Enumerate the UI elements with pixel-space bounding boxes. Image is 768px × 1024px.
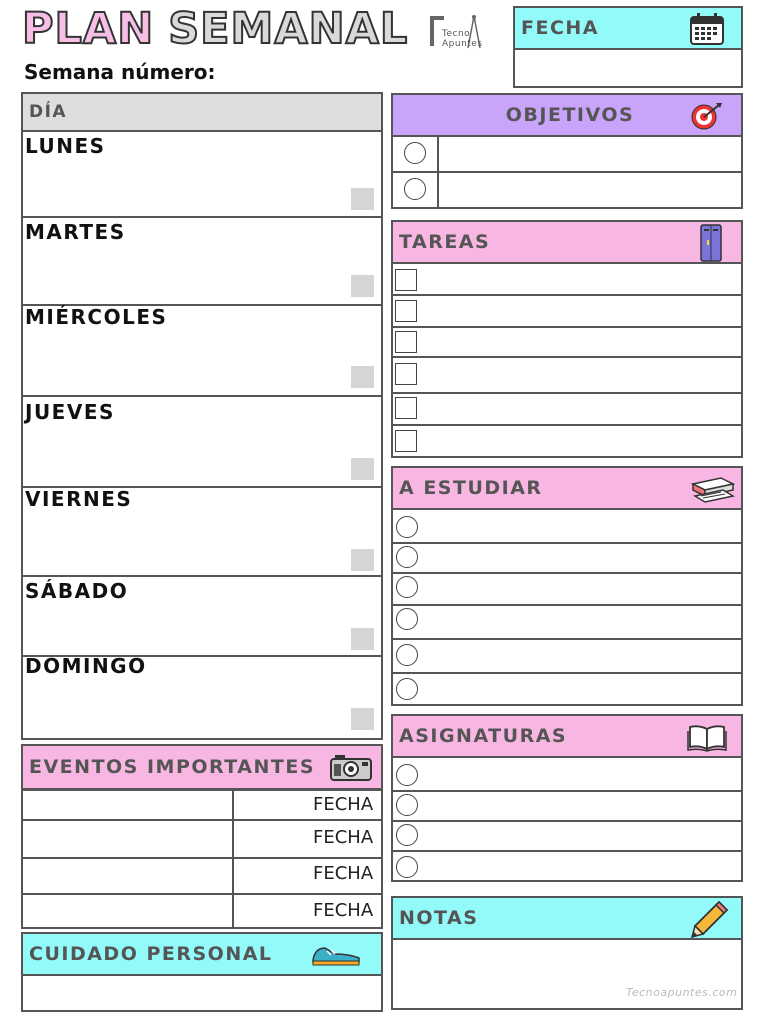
subjects-row-divider: [393, 850, 741, 852]
events-title: EVENTOS IMPORTANTES: [29, 756, 316, 778]
events-table: [21, 789, 383, 929]
study-row-divider: [393, 542, 741, 544]
tasks-header: [391, 220, 743, 264]
study-checkbox[interactable]: [396, 516, 418, 538]
study-checkbox[interactable]: [396, 678, 418, 700]
event-date-label: FECHA: [313, 827, 374, 848]
day-sunday-check[interactable]: [351, 708, 374, 730]
day-divider: [23, 575, 381, 577]
objectives-header: [391, 93, 743, 137]
subjects-list: [391, 756, 743, 882]
study-checkbox[interactable]: [396, 576, 418, 598]
day-monday: LUNES: [25, 134, 106, 158]
notes-title: NOTAS: [399, 907, 479, 929]
day-divider: [23, 395, 381, 397]
tasks-row-divider: [393, 392, 741, 394]
subject-checkbox[interactable]: [396, 764, 418, 786]
event-date-label: FECHA: [313, 794, 374, 815]
event-date-label: FECHA: [313, 900, 374, 921]
subject-checkbox[interactable]: [396, 824, 418, 846]
selfcare-title: CUIDADO PERSONAL: [29, 943, 273, 965]
week-number-label: Semana número:: [24, 60, 216, 84]
day-thursday: JUEVES: [25, 400, 115, 424]
events-header: [21, 744, 383, 790]
events-row-divider: [23, 893, 381, 895]
study-row-divider: [393, 572, 741, 574]
objectives-row-divider: [393, 171, 741, 173]
events-column-divider: [232, 791, 234, 927]
objective-checkbox[interactable]: [404, 178, 426, 200]
study-row-divider: [393, 672, 741, 674]
task-checkbox[interactable]: [395, 397, 417, 419]
title-plan: PLAN: [22, 4, 155, 54]
day-header-label: DÍA: [29, 102, 68, 122]
study-list: [391, 508, 743, 706]
logo: [428, 12, 508, 52]
camera-icon: [329, 752, 373, 782]
subject-checkbox[interactable]: [396, 794, 418, 816]
study-row-divider: [393, 638, 741, 640]
task-checkbox[interactable]: [395, 300, 417, 322]
day-friday: VIERNES: [25, 487, 133, 511]
subjects-header: [391, 714, 743, 758]
subjects-row-divider: [393, 820, 741, 822]
day-wednesday-check[interactable]: [351, 366, 374, 388]
logo-text: Tecno Apuntes: [442, 29, 483, 49]
tasks-row-divider: [393, 326, 741, 328]
subjects-title: ASIGNATURAS: [399, 725, 568, 747]
subjects-row-divider: [393, 790, 741, 792]
day-wednesday: MIÉRCOLES: [25, 305, 168, 329]
tasks-row-divider: [393, 294, 741, 296]
events-row-divider: [23, 857, 381, 859]
day-sunday: DOMINGO: [25, 654, 147, 678]
objectives-title: OBJETIVOS: [505, 104, 635, 126]
day-column-header: [21, 92, 383, 132]
date-label: FECHA: [521, 17, 600, 39]
day-saturday-check[interactable]: [351, 628, 374, 650]
days-panel: [21, 130, 383, 740]
title-semanal: SEMANAL: [168, 4, 409, 54]
event-date-label: FECHA: [313, 863, 374, 884]
study-header: [391, 466, 743, 510]
open-book-icon: [687, 724, 727, 752]
locker-icon: [699, 224, 723, 262]
notes-box[interactable]: [391, 938, 743, 1010]
date-input-box[interactable]: [513, 48, 743, 88]
events-row-divider: [23, 819, 381, 821]
study-row-divider: [393, 604, 741, 606]
study-checkbox[interactable]: [396, 546, 418, 568]
day-saturday: SÁBADO: [25, 579, 129, 603]
notes-header: [391, 896, 743, 940]
selfcare-box[interactable]: [21, 974, 383, 1012]
selfcare-header: [21, 932, 383, 976]
watermark: Tecnoapuntes.com: [626, 986, 738, 999]
day-thursday-check[interactable]: [351, 458, 374, 480]
day-monday-check[interactable]: [351, 188, 374, 210]
study-title: A ESTUDIAR: [399, 477, 543, 499]
sneaker-icon: [309, 940, 363, 968]
objectives-list: [391, 135, 743, 209]
target-icon: [689, 101, 723, 131]
calendar-icon: [689, 12, 725, 46]
books-icon: [691, 470, 735, 508]
day-divider: [23, 216, 381, 218]
tasks-row-divider: [393, 356, 741, 358]
study-checkbox[interactable]: [396, 644, 418, 666]
study-checkbox[interactable]: [396, 608, 418, 630]
tasks-row-divider: [393, 424, 741, 426]
date-header: [513, 6, 743, 50]
task-checkbox[interactable]: [395, 269, 417, 291]
objective-checkbox[interactable]: [404, 142, 426, 164]
task-checkbox[interactable]: [395, 331, 417, 353]
task-checkbox[interactable]: [395, 363, 417, 385]
task-checkbox[interactable]: [395, 430, 417, 452]
pencil-icon: [689, 900, 729, 938]
tasks-title: TAREAS: [399, 231, 491, 253]
subject-checkbox[interactable]: [396, 856, 418, 878]
tasks-list: [391, 262, 743, 458]
day-tuesday: MARTES: [25, 220, 126, 244]
day-tuesday-check[interactable]: [351, 275, 374, 297]
page-title: [22, 4, 408, 54]
day-friday-check[interactable]: [351, 549, 374, 571]
